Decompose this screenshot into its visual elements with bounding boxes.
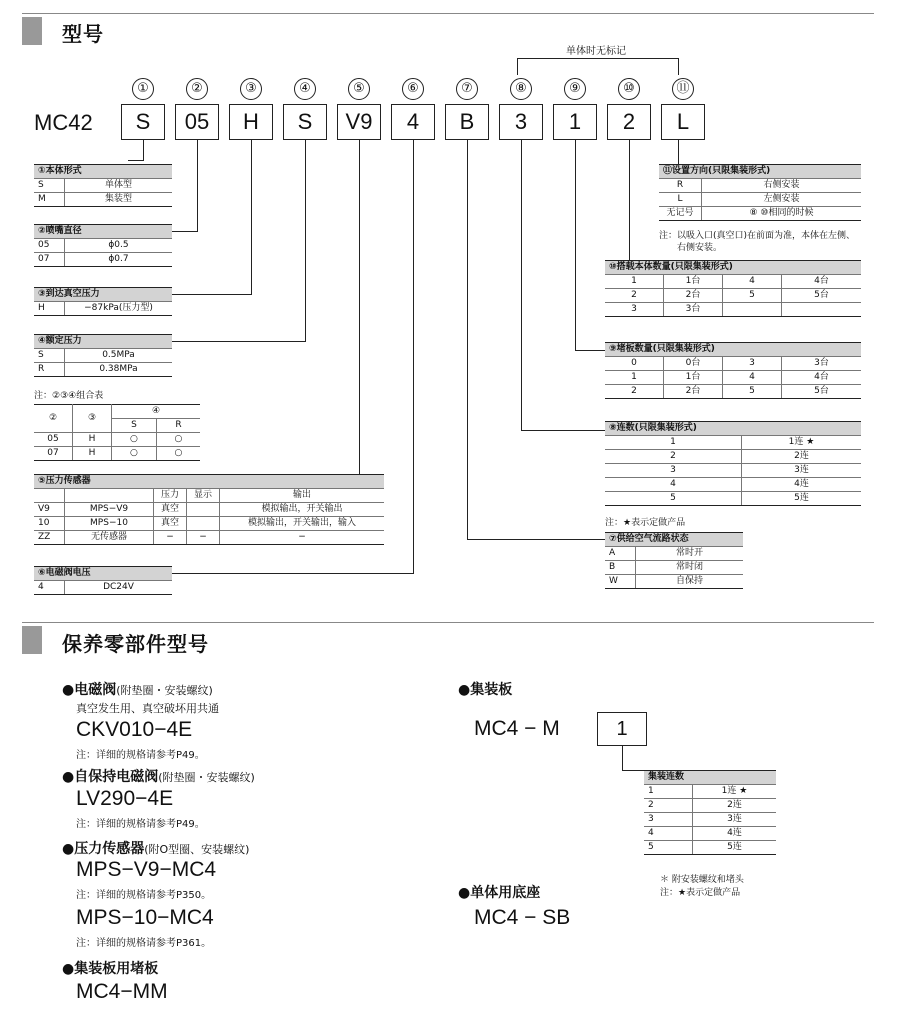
table-title: ⑧连数(只限集装形式) [605,422,861,436]
cell: 无传感器 [65,531,154,545]
code-number: ⑪ [672,78,694,100]
cell: R [34,363,65,377]
part-title: ●集装板 [458,682,513,698]
part-title: ●单体用底座 [458,885,541,901]
cell: S [112,419,157,433]
part-number: MPS−V9−MC4 [76,858,217,881]
table-title: ⑩搭载本体数量(只限集装形式) [605,261,861,275]
cell: 0台 [664,357,723,371]
cell: 5 [605,492,742,506]
cell: 10 [34,517,65,531]
leader-6h [172,573,414,574]
cell: 07 [34,447,73,461]
leader-9 [575,140,576,350]
combo-title: 注：②③④组合表 [34,391,104,401]
table-nozzle [34,224,172,267]
leader-6 [413,140,414,573]
direction-note-2: 右侧安装。 [677,243,723,253]
cell: 4 [644,827,693,841]
code-box: B [445,104,489,140]
code-number: ⑥ [402,78,424,100]
code-number: ⑤ [348,78,370,100]
bracket-right [678,58,679,75]
table-title: ⑨堵板数量(只限集装形式) [605,343,861,357]
cell: − [187,531,220,545]
cell: 3 [605,303,664,317]
part-desc: 真空发生用、真空破坏用共通 [76,702,219,715]
part-manifold [458,679,512,699]
cell: H [34,302,65,316]
part-solenoid-valve [62,679,213,699]
cell: 5 [723,289,782,303]
cell: ④ [112,405,201,419]
cell: 左侧安装 [702,193,862,207]
leader-5 [359,140,360,475]
cell [782,303,862,317]
code-box: S [283,104,327,140]
leader-8 [521,140,522,430]
cell: 1连 ★ [742,436,862,450]
table-title: ⑤压力传感器 [34,475,384,489]
cell: 常时开 [636,547,744,561]
part-title: ●电磁阀 [62,682,117,698]
leader-9h [575,350,605,351]
cell: 1连 ★ [693,785,777,799]
code-number: ⑧ [510,78,532,100]
part-subtitle: (附O型圈、安装螺纹) [144,843,250,856]
cell: 显示 [187,489,220,503]
cell: 4连 [693,827,777,841]
table-pressure [34,334,172,377]
cell: 2 [605,450,742,464]
code-number: ⑨ [564,78,586,100]
table-title: ③到达真空压力 [34,288,172,302]
cell: 3连 [742,464,862,478]
code-box: 3 [499,104,543,140]
cell: 3 [644,813,693,827]
cell: 2连 [693,799,777,813]
bracket-label: 单体时无标记 [566,46,626,57]
leader-11 [678,140,679,165]
code-number: ③ [240,78,262,100]
cell: ○ [156,447,200,461]
cell: 真空 [154,503,187,517]
cell: 模拟输出，开关输出 [220,503,385,517]
cell: 1台 [664,275,723,289]
cell: 4台 [782,275,862,289]
cell: B [605,561,636,575]
leader-3h [172,294,252,295]
cell: 5 [644,841,693,855]
section-divider [22,622,874,623]
cell: 5连 [742,492,862,506]
cell [723,303,782,317]
cell: −87kPa(压力型) [65,302,173,316]
table-blank-plates [605,342,861,399]
leader-10 [629,140,630,268]
table-sensor [34,474,384,545]
cell: 右侧安装 [702,179,862,193]
leader-2h [172,231,198,232]
manifold-code-box: 1 [597,712,647,746]
cell: 无记号 [659,207,702,221]
part-subtitle: (附垫圈・安装螺纹) [158,771,255,784]
bracket-line [517,58,679,59]
table-title: ②喷嘴直径 [34,225,172,239]
code-box: 2 [607,104,651,140]
cell: W [605,575,636,589]
table-vacuum [34,287,172,316]
cell: 2 [605,385,664,399]
leader-7 [467,140,468,539]
cell: ② [34,405,73,433]
table-combination [34,404,200,461]
table-title: ④额定压力 [34,335,172,349]
cell: ⑧ ⑩相同的时候 [702,207,862,221]
part-note: 注：详细的规格请参考P361。 [76,938,212,949]
code-box: 4 [391,104,435,140]
cell: A [605,547,636,561]
part-blank-plate [62,958,158,978]
leader-8h [521,430,605,431]
section-marker [22,626,42,654]
cell: 4 [605,478,742,492]
table-title: 集装连数 [644,771,776,785]
code-box: L [661,104,705,140]
leader-4h [172,341,306,342]
code-box: 1 [553,104,597,140]
cell: 3 [723,357,782,371]
cell: ZZ [34,531,65,545]
cell: 输出 [220,489,385,503]
cell [187,503,220,517]
section-title-model: 型号 [62,22,104,46]
cell: 1 [605,371,664,385]
cell: − [220,531,385,545]
code-number: ⑩ [618,78,640,100]
cell: 3台 [782,357,862,371]
part-latching-valve [62,766,255,786]
cell: 5台 [782,385,862,399]
cell: S [34,179,65,193]
cell: DC24V [65,581,173,595]
cell: S [34,349,65,363]
table-station-count [605,421,861,506]
cell: 5台 [782,289,862,303]
cell: 集装型 [65,193,173,207]
part-note: 注：详细的规格请参考P350。 [76,890,212,901]
part-subtitle: (附垫圈・安装螺纹) [116,684,213,697]
part-single-base [458,882,540,902]
manifold-leader-h [622,770,644,771]
part-number: MC4 − M [474,717,560,740]
cell: ○ [112,433,157,447]
part-number: CKV010−4E [76,718,193,741]
cell: H [73,433,112,447]
cell: 0.5MPa [65,349,173,363]
cell: 2连 [742,450,862,464]
cell: 2台 [664,289,723,303]
cell: 常时闭 [636,561,744,575]
cell: 5 [723,385,782,399]
leader-1 [143,140,144,160]
cell: M [34,193,65,207]
cell: 05 [34,433,73,447]
cell: L [659,193,702,207]
cell: ③ [73,405,112,433]
cell: 4连 [742,478,862,492]
table-title: ⑥电磁阀电压 [34,567,172,581]
cell: ○ [112,447,157,461]
cell: 3连 [693,813,777,827]
part-number: MC4 − SB [474,906,571,929]
part-pressure-sensor [62,838,249,858]
part-note: 注：详细的规格请参考P49。 [76,750,205,761]
cell: 2台 [664,385,723,399]
code-box: 05 [175,104,219,140]
table-title: ⑪设置方向(只限集装形式) [659,165,861,179]
code-number: ④ [294,78,316,100]
cell: 3 [605,464,742,478]
cell: 4 [723,371,782,385]
leader-7h [467,539,605,540]
cell: 2 [605,289,664,303]
table-mounting-direction [659,164,861,221]
leader-1h [128,160,144,161]
cell: R [156,419,200,433]
cell: R [659,179,702,193]
leader-4 [305,140,306,341]
part-title: ●压力传感器 [62,841,145,857]
cell: 1 [605,436,742,450]
cell: 3台 [664,303,723,317]
cell: 1 [605,275,664,289]
cell: MPS−V9 [65,503,154,517]
cell: ○ [156,433,200,447]
part-number: MC4−MM [76,980,168,1003]
part-number: MPS−10−MC4 [76,906,214,929]
code-number: ⑦ [456,78,478,100]
cell: 自保持 [636,575,744,589]
direction-note-1: 注：以吸入口(真空口)在前面为准，本体在左侧、 [659,231,856,241]
table-voltage [34,566,172,595]
leader-2 [197,140,198,231]
code-box: S [121,104,165,140]
cell: 单体型 [65,179,173,193]
cell: ϕ0.5 [65,239,173,253]
manifold-leader [622,746,623,770]
cell: 4 [34,581,65,595]
manifold-note-2: 注：★表示定做产品 [660,888,741,898]
cell: 0.38MPa [65,363,173,377]
table-title: ⑦供给空气流路状态 [605,533,743,547]
code-box: H [229,104,273,140]
cell: 压力 [154,489,187,503]
part-title: ●自保持电磁阀 [62,769,159,785]
cell: 真空 [154,517,187,531]
cell: H [73,447,112,461]
cell: 2 [644,799,693,813]
model-prefix: MC42 [34,110,93,135]
code-box: V9 [337,104,381,140]
manifold-note-1: ＊ 附安装螺纹和堵头 [660,875,744,885]
table-manifold-stations [644,770,776,855]
cell: ϕ0.7 [65,253,173,267]
section-marker [22,17,42,45]
section-divider [22,13,874,14]
cell: − [154,531,187,545]
cell: 07 [34,253,65,267]
code-number: ② [186,78,208,100]
cell: 模拟输出，开关输出，输入 [220,517,385,531]
cell: 5连 [693,841,777,855]
cell: 05 [34,239,65,253]
station-note: 注：★表示定做产品 [605,518,686,528]
cell: 0 [605,357,664,371]
table-body-type [34,164,172,207]
table-title: ①本体形式 [34,165,172,179]
table-air-flow [605,532,743,589]
leader-3 [251,140,252,294]
cell: 1台 [664,371,723,385]
part-number: LV290−4E [76,787,174,810]
part-note: 注：详细的规格请参考P49。 [76,819,205,830]
table-body-count [605,260,861,317]
cell: 1 [644,785,693,799]
part-title: ●集装板用堵板 [62,961,159,977]
cell: 4台 [782,371,862,385]
bracket-left [517,58,518,75]
cell: MPS−10 [65,517,154,531]
cell [187,517,220,531]
cell: 4 [723,275,782,289]
section-title-parts: 保养零部件型号 [62,632,209,656]
cell: V9 [34,503,65,517]
code-number: ① [132,78,154,100]
